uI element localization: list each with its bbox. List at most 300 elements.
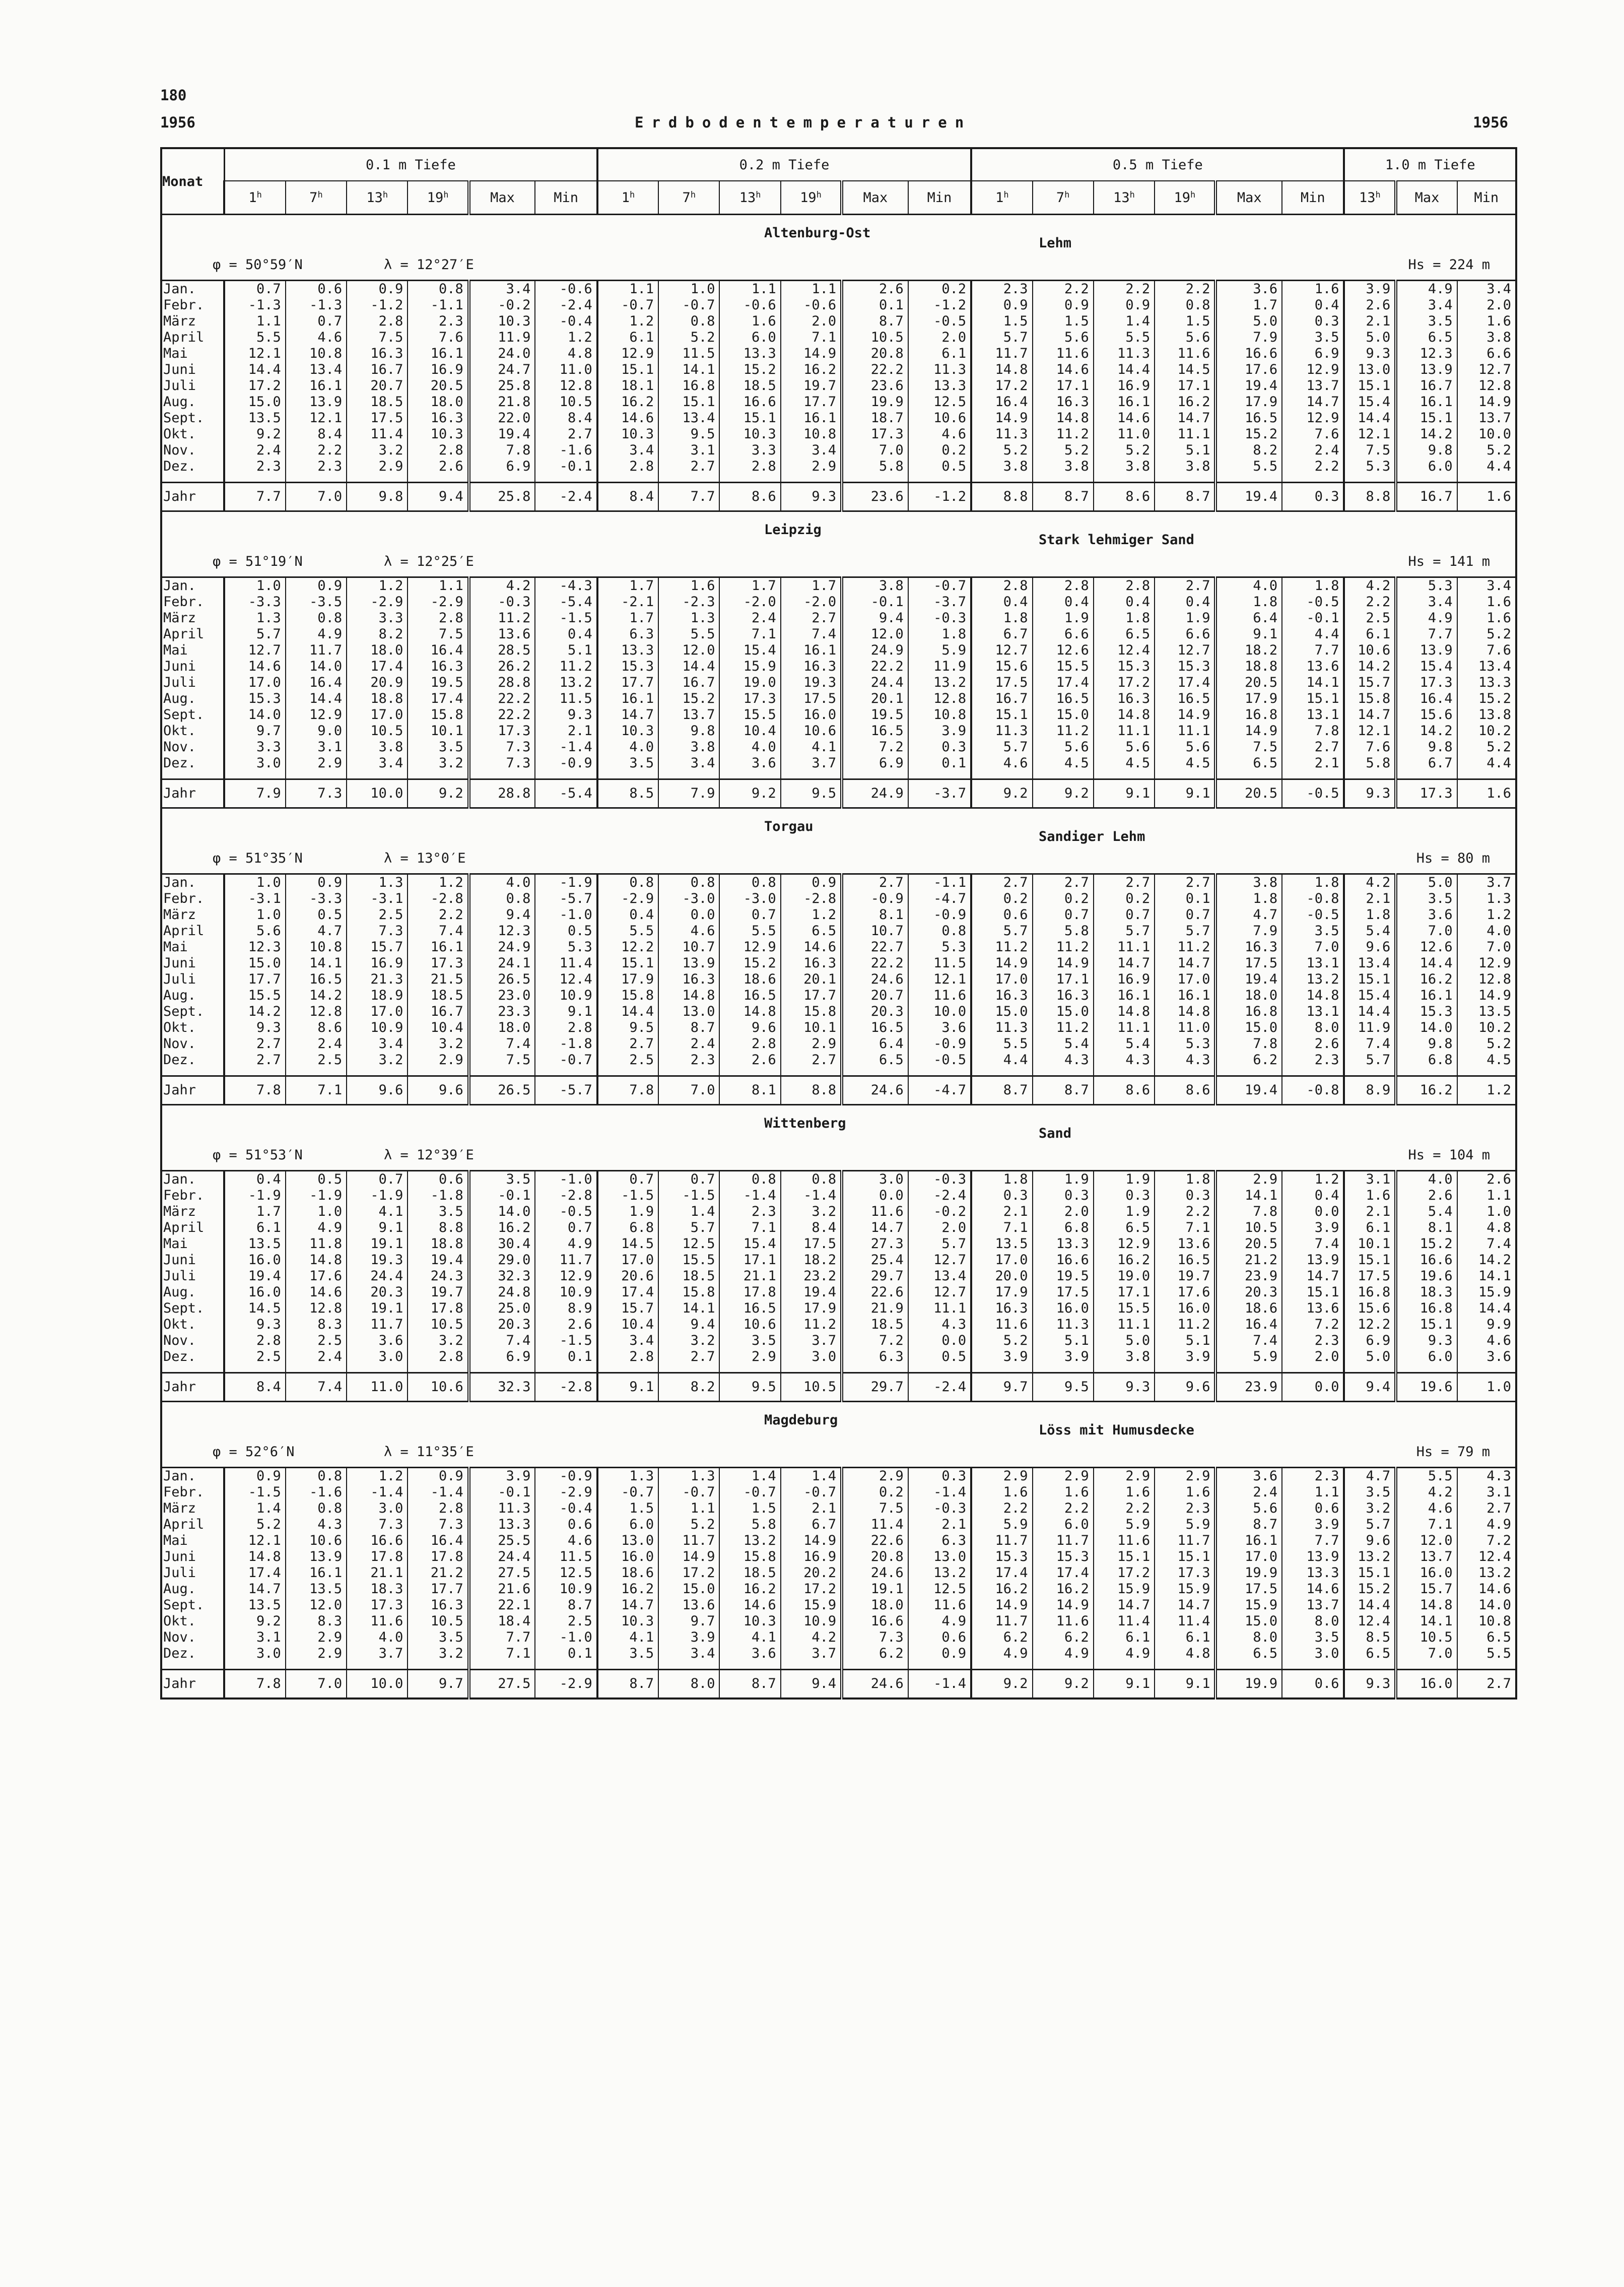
value-cell: 2.5 bbox=[535, 1613, 597, 1629]
value-cell: 9.2 bbox=[1033, 779, 1094, 808]
value-cell: 6.4 bbox=[842, 1036, 908, 1052]
value-cell: -0.5 bbox=[908, 1052, 971, 1076]
value-cell: 2.7 bbox=[658, 1349, 719, 1373]
value-cell: 25.8 bbox=[469, 483, 535, 511]
value-cell: 1.2 bbox=[535, 330, 597, 346]
value-cell: 3.1 bbox=[1457, 1484, 1516, 1500]
value-cell: 1.0 bbox=[224, 874, 285, 891]
value-cell: 3.1 bbox=[1344, 1171, 1396, 1188]
value-cell: 16.4 bbox=[408, 642, 468, 659]
value-cell: 5.7 bbox=[1344, 1052, 1396, 1076]
value-cell: 4.3 bbox=[1094, 1052, 1155, 1076]
value-cell: 7.4 bbox=[1344, 1036, 1396, 1052]
month-label: Okt. bbox=[163, 1613, 196, 1629]
value-cell: 13.2 bbox=[535, 675, 597, 691]
value-cell: 17.9 bbox=[781, 1300, 842, 1317]
value-cell: 1.3 bbox=[597, 1468, 658, 1485]
value-cell: 16.5 bbox=[719, 988, 780, 1004]
value-cell: 16.1 bbox=[781, 410, 842, 426]
value-cell: 5.6 bbox=[1155, 330, 1215, 346]
value-cell: 4.5 bbox=[1033, 755, 1094, 779]
value-cell: 10.1 bbox=[408, 723, 468, 739]
value-cell: 6.5 bbox=[842, 1052, 908, 1076]
value-cell: 12.5 bbox=[535, 1565, 597, 1581]
value-cell: 5.8 bbox=[1033, 923, 1094, 939]
value-cell: 8.7 bbox=[535, 1597, 597, 1613]
value-cell: 18.6 bbox=[1215, 1300, 1282, 1317]
value-cell: 8.0 bbox=[658, 1670, 719, 1699]
value-cell: 0.9 bbox=[347, 281, 408, 298]
value-cell: 14.5 bbox=[224, 1300, 285, 1317]
value-cell: 23.3 bbox=[469, 1004, 535, 1020]
value-cell: 5.5 bbox=[1094, 330, 1155, 346]
value-cell: 17.0 bbox=[224, 675, 285, 691]
value-cell: 5.0 bbox=[1094, 1333, 1155, 1349]
value-cell: 7.5 bbox=[347, 330, 408, 346]
value-cell: 3.5 bbox=[1282, 923, 1344, 939]
value-cell: 4.0 bbox=[1215, 577, 1282, 595]
value-cell: 7.0 bbox=[1457, 939, 1516, 955]
value-cell: 2.2 bbox=[1094, 1500, 1155, 1517]
value-cell: 1.6 bbox=[1033, 1484, 1094, 1500]
value-cell: 3.6 bbox=[1457, 1349, 1516, 1373]
value-cell: 10.2 bbox=[1457, 1020, 1516, 1036]
value-cell: 23.6 bbox=[842, 378, 908, 394]
value-cell: 23.2 bbox=[781, 1268, 842, 1284]
value-cell: 2.9 bbox=[842, 1468, 908, 1485]
value-cell: 20.1 bbox=[781, 971, 842, 988]
value-cell: -3.7 bbox=[908, 779, 971, 808]
value-cell: 16.9 bbox=[408, 362, 468, 378]
value-cell: 2.9 bbox=[286, 1629, 347, 1646]
value-cell: 4.3 bbox=[1155, 1052, 1215, 1076]
value-cell: 15.8 bbox=[1344, 691, 1396, 707]
value-cell: 0.0 bbox=[842, 1188, 908, 1204]
value-cell: 3.9 bbox=[1282, 1517, 1344, 1533]
value-cell: 16.1 bbox=[1396, 988, 1457, 1004]
value-cell: 12.9 bbox=[1282, 362, 1344, 378]
value-cell: 8.7 bbox=[842, 313, 908, 330]
value-cell: 9.5 bbox=[1033, 1373, 1094, 1402]
value-cell: 5.2 bbox=[1033, 442, 1094, 459]
month-label: Jan. bbox=[163, 281, 196, 297]
column-header: 13$^h$ bbox=[1094, 181, 1155, 215]
month-label: Juli bbox=[163, 675, 196, 690]
value-cell: 14.0 bbox=[224, 707, 285, 723]
value-cell: 15.2 bbox=[1457, 691, 1516, 707]
value-cell: 12.3 bbox=[469, 923, 535, 939]
value-cell: 17.8 bbox=[719, 1284, 780, 1300]
value-cell: 11.1 bbox=[1155, 426, 1215, 442]
value-cell: 3.8 bbox=[1094, 459, 1155, 483]
value-cell: 0.8 bbox=[469, 891, 535, 907]
value-cell: 0.4 bbox=[1282, 1188, 1344, 1204]
value-cell: 8.8 bbox=[408, 1220, 468, 1236]
value-cell: 8.7 bbox=[1215, 1517, 1282, 1533]
value-cell: 15.1 bbox=[1094, 1549, 1155, 1565]
value-cell: 12.1 bbox=[224, 1533, 285, 1549]
value-cell: 2.7 bbox=[1033, 874, 1094, 891]
month-label: Jahr bbox=[161, 483, 224, 511]
value-cell: 9.6 bbox=[719, 1020, 780, 1036]
value-cell: 16.4 bbox=[1215, 1317, 1282, 1333]
value-cell: 15.5 bbox=[224, 988, 285, 1004]
value-cell: -1.0 bbox=[535, 907, 597, 923]
year-right: 1956 bbox=[1473, 114, 1508, 131]
value-cell: 2.3 bbox=[719, 1204, 780, 1220]
value-cell: 5.0 bbox=[1215, 313, 1282, 330]
value-cell: 14.4 bbox=[286, 691, 347, 707]
value-cell: 15.4 bbox=[719, 1236, 780, 1252]
value-cell: 10.4 bbox=[597, 1317, 658, 1333]
value-cell: 15.3 bbox=[224, 691, 285, 707]
value-cell: 7.1 bbox=[719, 1220, 780, 1236]
value-cell: 15.7 bbox=[347, 939, 408, 955]
value-cell: 8.6 bbox=[1155, 1076, 1215, 1105]
value-cell: 5.9 bbox=[908, 642, 971, 659]
value-cell: 4.9 bbox=[908, 1613, 971, 1629]
value-cell: 17.1 bbox=[1033, 378, 1094, 394]
table-row bbox=[161, 675, 1516, 691]
value-cell: 7.3 bbox=[347, 1517, 408, 1533]
value-cell: 14.9 bbox=[781, 1533, 842, 1549]
value-cell: 1.3 bbox=[347, 874, 408, 891]
value-cell: 3.2 bbox=[408, 1646, 468, 1670]
value-cell: 2.8 bbox=[597, 1349, 658, 1373]
value-cell: 1.9 bbox=[1094, 1204, 1155, 1220]
month-label: Juli bbox=[163, 1268, 196, 1284]
value-cell: 12.9 bbox=[1282, 410, 1344, 426]
value-cell: 13.9 bbox=[286, 394, 347, 410]
value-cell: -2.9 bbox=[347, 594, 408, 610]
value-cell: 23.9 bbox=[1215, 1268, 1282, 1284]
value-cell: 24.6 bbox=[842, 971, 908, 988]
value-cell: 7.4 bbox=[1215, 1333, 1282, 1349]
value-cell: 5.2 bbox=[1457, 1036, 1516, 1052]
value-cell: 9.3 bbox=[781, 483, 842, 511]
value-cell: 2.9 bbox=[1094, 1468, 1155, 1485]
value-cell: 4.8 bbox=[535, 346, 597, 362]
value-cell: 5.8 bbox=[719, 1517, 780, 1533]
station-name: Altenburg-Ost bbox=[764, 225, 871, 241]
value-cell: 0.7 bbox=[719, 907, 780, 923]
value-cell: 7.7 bbox=[469, 1629, 535, 1646]
value-cell: 2.0 bbox=[908, 330, 971, 346]
value-cell: 6.7 bbox=[1396, 755, 1457, 779]
value-cell: 15.9 bbox=[1094, 1581, 1155, 1597]
value-cell: 10.5 bbox=[781, 1373, 842, 1402]
value-cell: 10.1 bbox=[1344, 1236, 1396, 1252]
value-cell: 14.9 bbox=[1457, 394, 1516, 410]
value-cell: 3.2 bbox=[658, 1333, 719, 1349]
value-cell: 20.8 bbox=[842, 346, 908, 362]
value-cell: 12.3 bbox=[1396, 346, 1457, 362]
value-cell: 16.5 bbox=[1033, 691, 1094, 707]
value-cell: 10.9 bbox=[781, 1613, 842, 1629]
value-cell: 14.1 bbox=[1457, 1268, 1516, 1284]
value-cell: 15.2 bbox=[1396, 1236, 1457, 1252]
value-cell: 15.8 bbox=[781, 1004, 842, 1020]
value-cell: 9.8 bbox=[1396, 442, 1457, 459]
value-cell: 5.2 bbox=[1457, 626, 1516, 642]
value-cell: -2.8 bbox=[781, 891, 842, 907]
value-cell: 17.7 bbox=[781, 394, 842, 410]
value-cell: 24.6 bbox=[842, 1670, 908, 1699]
value-cell: 1.5 bbox=[1033, 313, 1094, 330]
value-cell: 7.8 bbox=[1215, 1204, 1282, 1220]
value-cell: 9.4 bbox=[469, 907, 535, 923]
value-cell: 13.9 bbox=[1282, 1549, 1344, 1565]
value-cell: 32.3 bbox=[469, 1268, 535, 1284]
value-cell: 4.6 bbox=[286, 330, 347, 346]
value-cell: 2.1 bbox=[971, 1204, 1032, 1220]
value-cell: 21.3 bbox=[347, 971, 408, 988]
value-cell: 6.1 bbox=[597, 330, 658, 346]
column-header: Min bbox=[1457, 181, 1516, 215]
value-cell: 7.4 bbox=[469, 1333, 535, 1349]
value-cell: 5.7 bbox=[1155, 923, 1215, 939]
value-cell: -4.7 bbox=[908, 1076, 971, 1105]
value-cell: 0.7 bbox=[224, 281, 285, 298]
table-row bbox=[161, 594, 1516, 610]
value-cell: 4.1 bbox=[597, 1629, 658, 1646]
value-cell: 11.2 bbox=[1033, 939, 1094, 955]
value-cell: 9.3 bbox=[1344, 779, 1396, 808]
value-cell: 9.6 bbox=[347, 1076, 408, 1105]
value-cell: 8.8 bbox=[1344, 483, 1396, 511]
value-cell: 19.6 bbox=[1396, 1373, 1457, 1402]
value-cell: 6.2 bbox=[971, 1629, 1032, 1646]
month-label: Febr. bbox=[163, 594, 205, 610]
value-cell: 16.5 bbox=[842, 723, 908, 739]
value-cell: 17.0 bbox=[971, 1252, 1032, 1268]
value-cell: 17.6 bbox=[1215, 362, 1282, 378]
value-cell: 17.5 bbox=[781, 691, 842, 707]
table-row bbox=[161, 1517, 1516, 1533]
value-cell: 10.3 bbox=[719, 1613, 780, 1629]
value-cell: 2.2 bbox=[408, 907, 468, 923]
value-cell: 22.2 bbox=[469, 691, 535, 707]
value-cell: 0.9 bbox=[408, 1468, 468, 1485]
value-cell: 14.7 bbox=[1155, 1597, 1215, 1613]
value-cell: 10.5 bbox=[408, 1613, 468, 1629]
value-cell: 15.7 bbox=[597, 1300, 658, 1317]
value-cell: 19.1 bbox=[842, 1581, 908, 1597]
month-label: Juni bbox=[163, 362, 196, 377]
value-cell: 13.2 bbox=[719, 1533, 780, 1549]
value-cell: 14.9 bbox=[971, 1597, 1032, 1613]
value-cell: 9.1 bbox=[535, 1004, 597, 1020]
value-cell: -3.0 bbox=[658, 891, 719, 907]
value-cell: 1.8 bbox=[1155, 1171, 1215, 1188]
value-cell: 7.5 bbox=[408, 626, 468, 642]
value-cell: -0.8 bbox=[1282, 1076, 1344, 1105]
value-cell: 9.2 bbox=[224, 1613, 285, 1629]
value-cell: -1.9 bbox=[535, 874, 597, 891]
value-cell: 12.8 bbox=[908, 691, 971, 707]
value-cell: 1.1 bbox=[224, 313, 285, 330]
station-lam: λ = 12°39′E bbox=[384, 1147, 474, 1163]
value-cell: 2.6 bbox=[842, 281, 908, 298]
value-cell: 2.2 bbox=[1344, 594, 1396, 610]
value-cell: 11.7 bbox=[535, 1252, 597, 1268]
value-cell: 8.4 bbox=[286, 426, 347, 442]
value-cell: 1.6 bbox=[1094, 1484, 1155, 1500]
value-cell: 7.0 bbox=[842, 442, 908, 459]
value-cell: 16.1 bbox=[408, 346, 468, 362]
value-cell: 17.3 bbox=[1396, 675, 1457, 691]
value-cell: 6.3 bbox=[908, 1533, 971, 1549]
value-cell: 5.8 bbox=[842, 459, 908, 483]
value-cell: 10.5 bbox=[408, 1317, 468, 1333]
value-cell: -1.0 bbox=[535, 1171, 597, 1188]
value-cell: 5.3 bbox=[535, 939, 597, 955]
value-cell: 5.8 bbox=[1344, 755, 1396, 779]
table-row bbox=[161, 1076, 1516, 1105]
value-cell: 6.6 bbox=[1457, 346, 1516, 362]
value-cell: 14.0 bbox=[286, 659, 347, 675]
value-cell: 1.2 bbox=[781, 907, 842, 923]
value-cell: 17.2 bbox=[1094, 1565, 1155, 1581]
value-cell: -1.8 bbox=[408, 1188, 468, 1204]
value-cell: -0.9 bbox=[535, 755, 597, 779]
value-cell: 11.6 bbox=[1094, 1533, 1155, 1549]
value-cell: 5.6 bbox=[1033, 739, 1094, 755]
value-cell: 3.4 bbox=[781, 442, 842, 459]
value-cell: 16.2 bbox=[1396, 971, 1457, 988]
value-cell: 9.4 bbox=[842, 610, 908, 626]
value-cell: 3.4 bbox=[658, 755, 719, 779]
month-label: Jan. bbox=[163, 875, 196, 890]
value-cell: 5.4 bbox=[1033, 1036, 1094, 1052]
table-row bbox=[161, 1333, 1516, 1349]
value-cell: 4.4 bbox=[1457, 459, 1516, 483]
column-header: 1$^h$ bbox=[971, 181, 1032, 215]
value-cell: 8.6 bbox=[719, 483, 780, 511]
value-cell: 15.9 bbox=[1457, 1284, 1516, 1300]
value-cell: 15.3 bbox=[971, 1549, 1032, 1565]
value-cell: 2.3 bbox=[1282, 1468, 1344, 1485]
value-cell: 2.9 bbox=[1033, 1468, 1094, 1485]
value-cell: 1.5 bbox=[719, 1500, 780, 1517]
table-row bbox=[161, 1004, 1516, 1020]
value-cell: 13.5 bbox=[971, 1236, 1032, 1252]
month-label: Juli bbox=[163, 971, 196, 987]
value-cell: 2.0 bbox=[1033, 1204, 1094, 1220]
table-row bbox=[161, 1036, 1516, 1052]
value-cell: 14.1 bbox=[286, 955, 347, 971]
value-cell: 9.1 bbox=[1155, 1670, 1215, 1699]
value-cell: 16.1 bbox=[1094, 394, 1155, 410]
station-name: Torgau bbox=[764, 819, 814, 834]
value-cell: 6.0 bbox=[1033, 1517, 1094, 1533]
value-cell: 8.6 bbox=[286, 1020, 347, 1036]
value-cell: 2.7 bbox=[1155, 874, 1215, 891]
value-cell: 11.0 bbox=[1155, 1020, 1215, 1036]
station-soil: Stark lehmiger Sand bbox=[1039, 532, 1194, 548]
value-cell: 7.0 bbox=[1282, 939, 1344, 955]
value-cell: 3.7 bbox=[781, 755, 842, 779]
value-cell: -0.5 bbox=[1282, 594, 1344, 610]
value-cell: 12.8 bbox=[1457, 971, 1516, 988]
value-cell: 1.0 bbox=[1457, 1204, 1516, 1220]
value-cell: 17.4 bbox=[408, 691, 468, 707]
value-cell: 18.5 bbox=[842, 1317, 908, 1333]
value-cell: 0.9 bbox=[908, 1646, 971, 1670]
value-cell: 18.4 bbox=[469, 1613, 535, 1629]
value-cell: 17.2 bbox=[224, 378, 285, 394]
value-cell: 9.8 bbox=[658, 723, 719, 739]
depth-header: 1.0 m Tiefe bbox=[1344, 148, 1516, 181]
value-cell: -2.0 bbox=[719, 594, 780, 610]
value-cell: 2.2 bbox=[1155, 1204, 1215, 1220]
value-cell: 2.7 bbox=[781, 610, 842, 626]
value-cell: 11.6 bbox=[971, 1317, 1032, 1333]
value-cell: -0.2 bbox=[469, 297, 535, 313]
value-cell: 5.1 bbox=[535, 642, 597, 659]
value-cell: 0.8 bbox=[658, 313, 719, 330]
value-cell: 2.6 bbox=[719, 1052, 780, 1076]
value-cell: 17.7 bbox=[408, 1581, 468, 1597]
value-cell: 12.8 bbox=[535, 378, 597, 394]
value-cell: -1.3 bbox=[224, 297, 285, 313]
value-cell: 14.7 bbox=[842, 1220, 908, 1236]
value-cell: 13.9 bbox=[1282, 1252, 1344, 1268]
value-cell: 8.0 bbox=[1215, 1629, 1282, 1646]
value-cell: 25.5 bbox=[469, 1533, 535, 1549]
value-cell: 17.4 bbox=[347, 659, 408, 675]
value-cell: -2.4 bbox=[535, 297, 597, 313]
value-cell: 6.6 bbox=[1033, 626, 1094, 642]
value-cell: 0.3 bbox=[908, 1468, 971, 1485]
month-label: Febr. bbox=[163, 297, 205, 313]
value-cell: 0.0 bbox=[908, 1333, 971, 1349]
value-cell: 11.3 bbox=[469, 1500, 535, 1517]
value-cell: 3.7 bbox=[781, 1646, 842, 1670]
value-cell: 2.2 bbox=[286, 442, 347, 459]
month-label: April bbox=[163, 626, 205, 642]
value-cell: 19.4 bbox=[1215, 971, 1282, 988]
month-label: Jan. bbox=[163, 578, 196, 594]
value-cell: 16.2 bbox=[719, 1581, 780, 1597]
value-cell: 11.7 bbox=[1155, 1533, 1215, 1549]
value-cell: 14.2 bbox=[286, 988, 347, 1004]
value-cell: 1.9 bbox=[1033, 1171, 1094, 1188]
value-cell: 6.2 bbox=[1215, 1052, 1282, 1076]
value-cell: 2.7 bbox=[1094, 874, 1155, 891]
value-cell: 0.8 bbox=[719, 874, 780, 891]
value-cell: 2.5 bbox=[286, 1333, 347, 1349]
value-cell: 19.5 bbox=[1033, 1268, 1094, 1284]
value-cell: 18.3 bbox=[1396, 1284, 1457, 1300]
value-cell: 4.0 bbox=[597, 739, 658, 755]
value-cell: 0.6 bbox=[535, 1517, 597, 1533]
value-cell: 16.1 bbox=[286, 378, 347, 394]
value-cell: 14.8 bbox=[1396, 1597, 1457, 1613]
value-cell: 12.8 bbox=[286, 1300, 347, 1317]
value-cell: 27.3 bbox=[842, 1236, 908, 1252]
value-cell: 10.5 bbox=[1396, 1629, 1457, 1646]
value-cell: 1.2 bbox=[347, 577, 408, 595]
value-cell: 9.8 bbox=[347, 483, 408, 511]
value-cell: 12.1 bbox=[224, 346, 285, 362]
value-cell: 16.9 bbox=[1094, 378, 1155, 394]
value-cell: 7.4 bbox=[469, 1036, 535, 1052]
value-cell: 6.9 bbox=[842, 755, 908, 779]
value-cell: 7.5 bbox=[1344, 442, 1396, 459]
value-cell: 14.7 bbox=[1282, 1268, 1344, 1284]
value-cell: 14.9 bbox=[1457, 988, 1516, 1004]
